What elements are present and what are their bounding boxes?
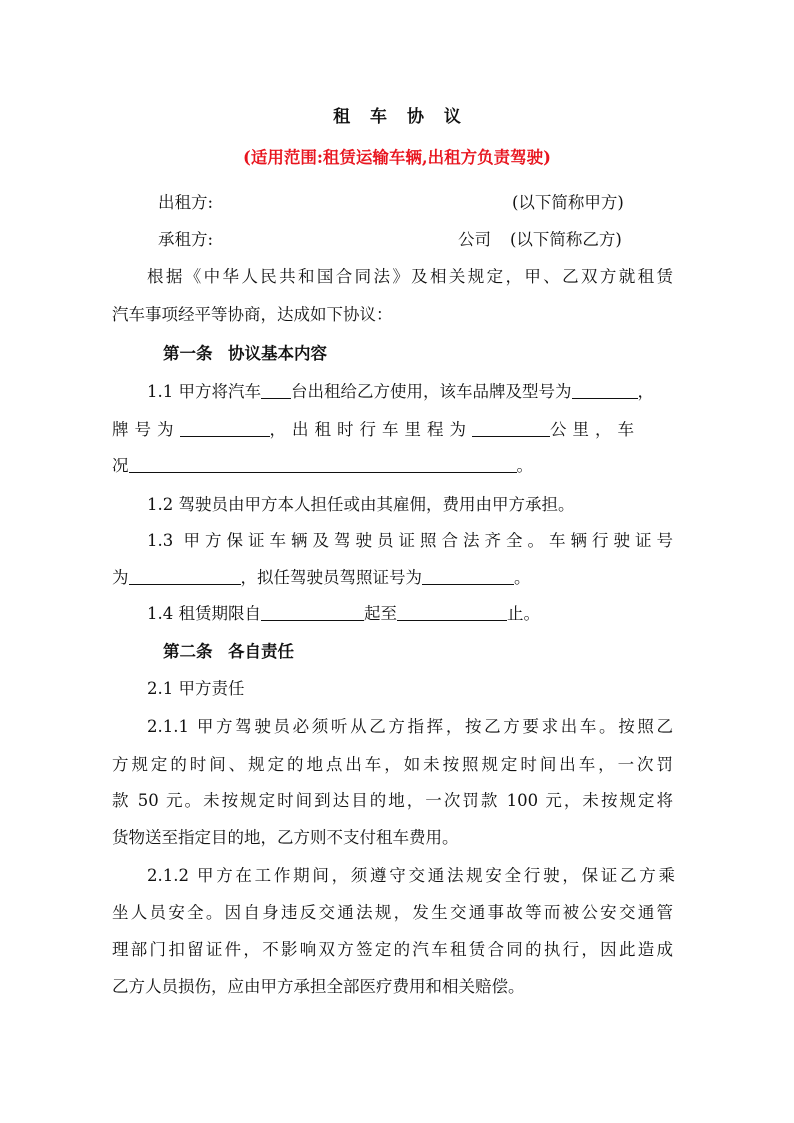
preamble-line: 汽车事项经平等协商，达成如下协议：: [112, 305, 393, 324]
page-title: 租 车 协 议: [333, 107, 461, 127]
blank-license-number[interactable]: [129, 568, 241, 585]
clause-2-1-2: 理部门扣留证件，不影响双方签定的汽车租赁合同的执行，因此造成: [112, 940, 673, 959]
blank-end-date[interactable]: [397, 604, 507, 621]
lessor-alias: (以下简称甲方): [512, 193, 624, 212]
article2-number: 第二条: [163, 642, 213, 661]
lessor-label: 出租方:: [158, 193, 214, 212]
lessee-alias: (以下简称乙方): [510, 230, 622, 249]
clause-text: 。: [514, 568, 531, 587]
clause-2-1: 2.1 甲方责任: [147, 679, 245, 698]
clause-1-2: 1.2 驾驶员由甲方本人担任或由其雇佣，费用由甲方承担。: [147, 495, 575, 514]
blank-plate-number[interactable]: [180, 420, 270, 437]
lessee-label: 承租方:: [158, 230, 214, 249]
article1-heading: 协议基本内容: [228, 344, 327, 363]
blank-vehicle-count[interactable]: [261, 382, 291, 399]
subtitle: (适用范围:租赁运输车辆,出租方负责驾驶): [243, 148, 551, 167]
clause-2-1-2: 乙方人员损伤，应由甲方承担全部医疗费用和相关赔偿。: [112, 977, 525, 996]
clause-1-3: 1.3 甲方保证车辆及驾驶员证照合法齐全。车辆行驶证号: [147, 531, 673, 550]
blank-start-date[interactable]: [261, 604, 364, 621]
clause-2-1-2: 坐人员安全。因自身违反交通法规，发生交通事故等而被公安交通管: [112, 903, 673, 922]
clause-1-1-line2: [112, 419, 640, 441]
clause-2-1-1: 方规定的时间、规定的地点出车，如未按照规定时间出车，一次罚: [112, 755, 673, 774]
clause-2-1-1: 货物送至指定目的地，乙方则不支付租车费用。: [112, 828, 459, 847]
clause-1-3-line2: [112, 567, 531, 589]
clause-text: 为: [112, 568, 129, 587]
clause-text: 1.4 租赁期限自: [147, 604, 261, 623]
clause-1-4: [147, 603, 540, 625]
clause-text: 牌号为: [112, 420, 180, 439]
clause-2-1-1: 款 50 元。未按规定时间到达目的地，一次罚款 100 元，未按规定将: [112, 791, 673, 810]
blank-brand-model[interactable]: [572, 382, 638, 399]
clause-text: ，: [637, 382, 654, 401]
blank-condition[interactable]: [129, 456, 517, 473]
clause-1-1: [147, 381, 654, 403]
blank-mileage[interactable]: [472, 420, 550, 437]
clause-text: 台出租给乙方使用，该车品牌及型号为: [291, 382, 572, 401]
clause-text: 公里，车: [550, 420, 640, 439]
clause-text: 1.1 甲方将汽车: [147, 382, 261, 401]
blank-driver-license[interactable]: [422, 568, 514, 585]
lessee-company: 公司: [458, 230, 491, 249]
clause-text: 况: [112, 456, 129, 475]
article2-heading: 各自责任: [228, 642, 294, 661]
clause-text: 止。: [507, 604, 540, 623]
clause-text: 。: [516, 456, 533, 475]
clause-text: ，出租时行车里程为: [269, 420, 472, 439]
clause-2-1-1: 2.1.1 甲方驾驶员必须听从乙方指挥，按乙方要求出车。按照乙: [147, 717, 673, 736]
article1-number: 第一条: [163, 344, 213, 363]
clause-2-1-2: 2.1.2 甲方在工作期间，须遵守交通法规安全行驶，保证乙方乘: [147, 866, 675, 885]
clause-text: 起至: [364, 604, 397, 623]
clause-1-1-line3: [112, 455, 533, 477]
clause-text: ，拟任驾驶员驾照证号为: [240, 568, 422, 587]
preamble-line: 根据《中华人民共和国合同法》及相关规定，甲、乙双方就租赁: [147, 267, 673, 286]
